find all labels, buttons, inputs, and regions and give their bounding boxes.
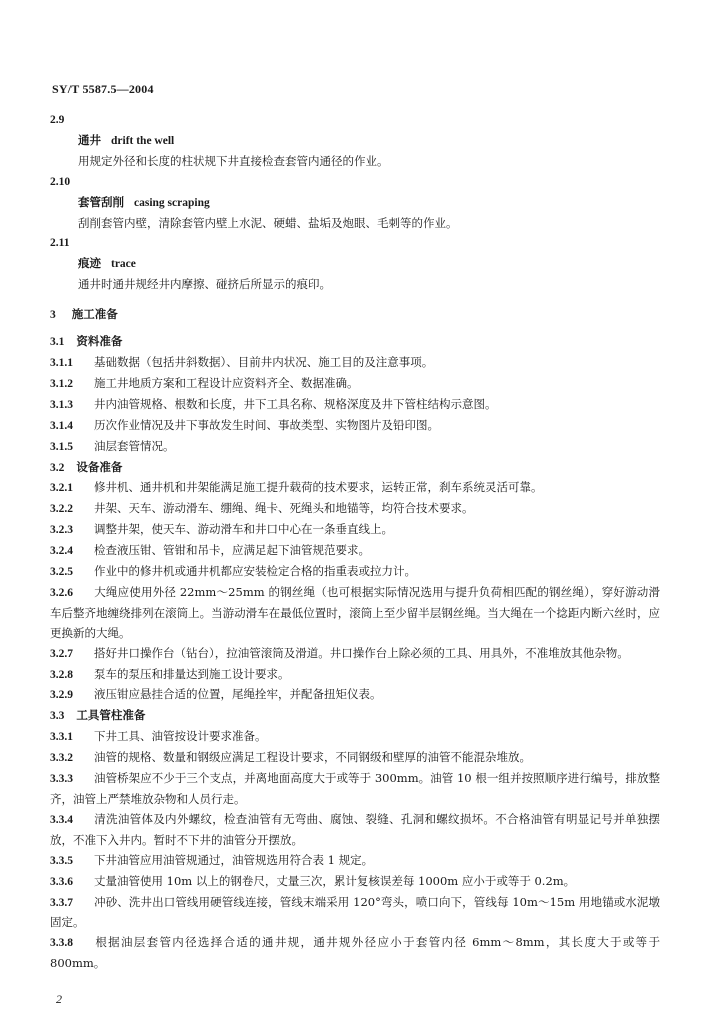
clause-item: 3.2.3 调整井架，使天车、游动滑车和井口中心在一条垂直线上。 [50, 522, 393, 537]
clause-item: 3.2.9 液压钳应悬挂合适的位置，尾绳拴牢，并配备扭矩仪表。 [50, 687, 382, 702]
clause-item: 3.3.6 丈量油管使用 10m 以上的钢卷尺，丈量三次，累计复核误差每 1000m 应小于或等于 0.2m。 [50, 873, 576, 888]
clause-item: 3.2.1 修井机、通井机和井架能满足施工提升载荷的技术要求，运转正常，刹车系统灵活可靠。 [50, 480, 543, 495]
clause-item: 3.3.5 下井油管应用油管规通过，油管规选用符合表 1 规定。 [50, 852, 374, 867]
page-number: 2 [56, 992, 62, 1006]
clause-item: 3.3.7 冲砂、洗井出口管线用硬管线连接，管线末端采用 120°弯头，喷口向下，管线每 10m～15m 用地锚或水泥墩固定。 [50, 894, 660, 930]
clause-item: 3.2.6 大绳应使用外径 22mm～25mm 的钢丝绳（也可根据实际情况选用与提升负荷相匹配的钢丝绳），穿好游动滑车后整齐地缠绕排列在滚筒上。当游动滑车在最低位置时，滚筒上至少留半层钢丝绳。当大绳在一个捻距内断六丝时，应更换新的大绳。 [50, 584, 660, 640]
document-body [50, 110, 660, 974]
clause-item: 3.2.5 作业中的修井机或通井机都应安装检定合格的指重表或拉力计。 [50, 564, 416, 579]
clause-item: 3.3.3 油管桥架应不少于三个支点，并离地面高度大于或等于 300mm。油管 10 根一组并按照顺序进行编号，排放整齐，油管上严禁堆放杂物和人员行走。 [50, 771, 660, 806]
term-number: 2.11 [50, 237, 70, 250]
term-definition: 用规定外径和长度的柱状规下井直接检查套管内通径的作业。 [78, 153, 389, 168]
clause-item: 3.3.1 下井工具、油管按设计要求准备。 [50, 729, 267, 744]
standard-code: SY/T 5587.5—2004 [52, 82, 154, 96]
clause-item: 3.1.1 基础数据（包括井斜数据）、目前井内状况、施工目的及注意事项。 [50, 354, 434, 369]
clause-item: 3.2.4 检查液压钳、管钳和吊卡，应满足起下油管规范要求。 [50, 543, 370, 558]
term-heading: 痕迹 trace [78, 256, 136, 271]
term-number: 2.10 [50, 175, 71, 188]
section-heading: 3 施工准备 [50, 307, 118, 322]
term-definition: 刮削套管内壁，清除套管内壁上水泥、硬蜡、盐垢及炮眼、毛刺等的作业。 [78, 215, 458, 230]
term-heading: 通井 drift the well [78, 132, 175, 147]
term-heading: 套管刮削 casing scraping [78, 194, 210, 209]
clause-item: 3.1.2 施工井地质方案和工程设计应资料齐全、数据准确。 [50, 375, 359, 390]
clause-item: 3.2.2 井架、天车、游动滑车、绷绳、绳卡、死绳头和地锚等，均符合技术要求。 [50, 501, 474, 516]
clause-item: 3.2.7 搭好井口操作台（钻台），拉油管滚筒及滑道。井口操作台上除必须的工具、用具外，不准堆放其他杂物。 [50, 645, 629, 660]
clause-item: 3.3.8 根据油层套管内径选择合适的通井规，通井规外径应小于套管内径 6mm～8mm，其长度大于或等于 800mm。 [50, 935, 660, 971]
clause-item: 3.3.2 油管的规格、数量和钢级应满足工程设计要求，不同钢级和壁厚的油管不能混杂堆放。 [50, 750, 531, 765]
term-number: 2.9 [50, 114, 65, 126]
clause-item: 3.1.5 油层套管情况。 [50, 438, 175, 453]
clause-item: 3.3.4 清洗油管体及内外螺纹，检查油管有无弯曲、腐蚀、裂缝、孔洞和螺纹损坏。不合格油管有明显记号并单独摆放，不准下入井内。暂时不下井的油管分开摆放。 [50, 811, 660, 847]
clause-item: 3.1.4 历次作业情况及井下事故发生时间、事故类型、实物图片及铅印图。 [50, 417, 439, 432]
clause-item: 3.2.8 泵车的泵压和排量达到施工设计要求。 [50, 666, 290, 681]
subsection-heading: 3.1 资料准备 [50, 334, 123, 349]
subsection-heading: 3.3 工具管柱准备 [50, 708, 146, 723]
clause-item: 3.1.3 井内油管规格、根数和长度，井下工具名称、规格深度及井下管柱结构示意图。 [50, 396, 497, 411]
term-definition: 通井时通井规经井内摩擦、碰挤后所显示的痕印。 [78, 277, 331, 292]
subsection-heading: 3.2 设备准备 [50, 459, 123, 474]
